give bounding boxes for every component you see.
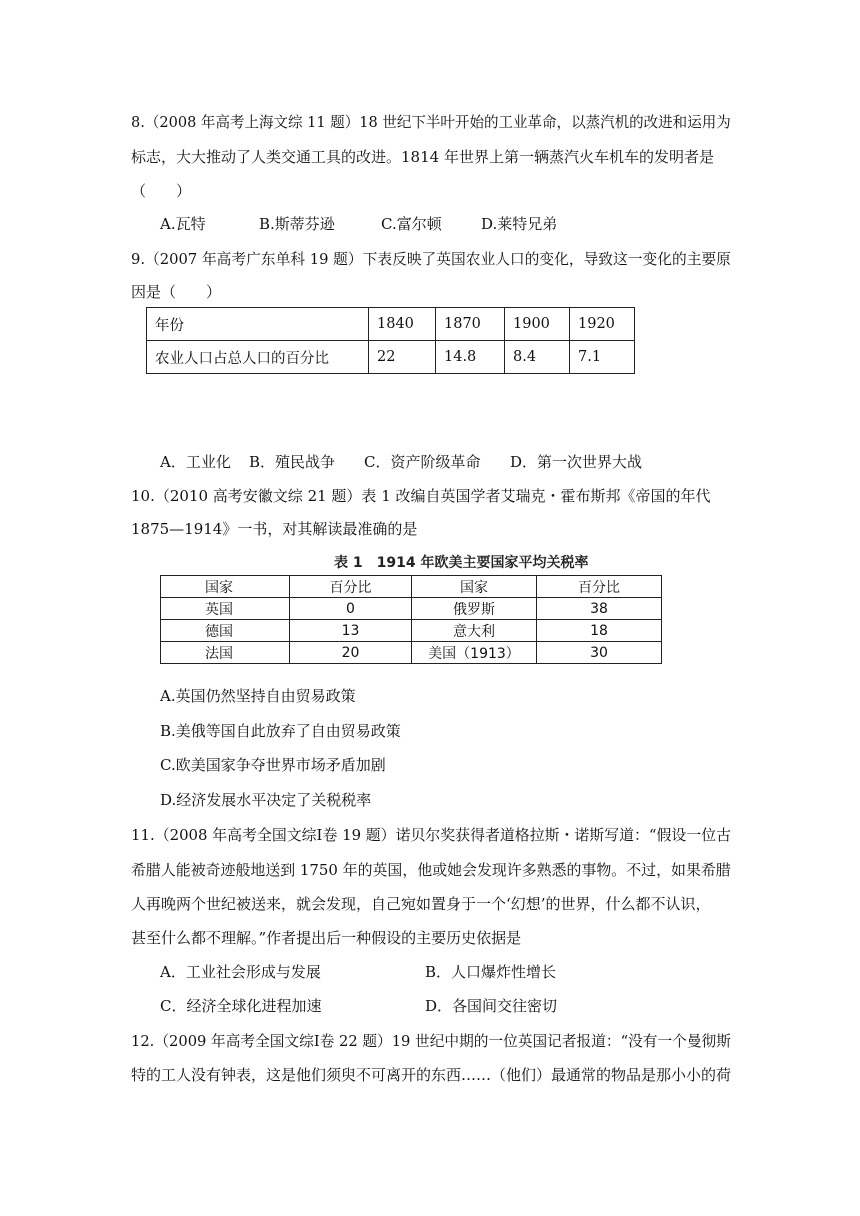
q9-option-b: B．殖民战争 xyxy=(249,453,336,471)
q8-option-d: D.莱特兄弟 xyxy=(481,215,558,233)
q10-cell: 意大利 xyxy=(412,620,537,642)
q11-option-d: D．各国间交往密切 xyxy=(425,997,558,1015)
q8-option-a: A.瓦特 xyxy=(160,215,206,233)
q10-cell: 20 xyxy=(290,642,412,664)
q10-option-b: B.美俄等国自此放弃了自由贸易政策 xyxy=(160,722,401,740)
q10-option-c: C.欧美国家争夺世界市场矛盾加剧 xyxy=(160,756,386,774)
table-row xyxy=(161,598,662,620)
q9-header-cell: 1920 xyxy=(570,308,635,341)
table-row xyxy=(147,308,635,341)
q10-cell: 18 xyxy=(537,620,662,642)
q11-option-b: B．人口爆炸性增长 xyxy=(425,963,557,981)
q9-option-a: A．工业化 xyxy=(160,453,231,471)
q10-cell: 德国 xyxy=(161,620,290,642)
q11-line-1: 11.（2008 年高考全国文综Ⅰ卷 19 题）诺贝尔奖获得者道格拉斯・诺斯写道：“假设一位古 xyxy=(131,826,732,844)
q9-option-d: D．第一次世界大战 xyxy=(510,453,643,471)
q11-line-3: 人再晚两个世纪被送来，就会发现，自己宛如置身于一个‘幻想’的世界，什么都不认识， xyxy=(131,895,711,913)
q9-option-c: C．资产阶级革命 xyxy=(364,453,481,471)
q9-cell: 22 xyxy=(369,341,436,374)
q10-cell: 俄罗斯 xyxy=(412,598,537,620)
q10-header-cell: 百分比 xyxy=(290,576,412,598)
q8-line-2: 标志，大大推动了人类交通工具的改进。1814 年世界上第一辆蒸汽火车机车的发明者是 xyxy=(131,148,714,166)
q11-option-c: C．经济全球化进程加速 xyxy=(160,997,322,1015)
q10-option-d: D.经济发展水平决定了关税税率 xyxy=(160,791,372,809)
q10-line-2: 1875—1914》一书，对其解读最准确的是 xyxy=(131,520,418,538)
q10-cell: 38 xyxy=(537,598,662,620)
q10-table-title: 表 1 1914 年欧美主要国家平均关税率 xyxy=(334,555,589,571)
table-row xyxy=(161,620,662,642)
q10-cell: 13 xyxy=(290,620,412,642)
q10-line-1: 10.（2010 高考安徽文综 21 题）表 1 改编自英国学者艾瑞克・霍布斯邦《帝国的年代 xyxy=(131,487,711,505)
q8-line-3: （ ） xyxy=(131,182,192,200)
q8-option-b: B.斯蒂芬逊 xyxy=(259,215,335,233)
q9-cell: 7.1 xyxy=(570,341,635,374)
q8-option-c: C.富尔顿 xyxy=(381,215,442,233)
q10-cell: 法国 xyxy=(161,642,290,664)
q10-header-cell: 国家 xyxy=(161,576,290,598)
q9-header-cell: 1870 xyxy=(436,308,505,341)
q10-header-cell: 百分比 xyxy=(537,576,662,598)
q12-line-1: 12.（2009 年高考全国文综Ⅰ卷 22 题）19 世纪中期的一位英国记者报道：“没有一个曼彻斯 xyxy=(131,1032,731,1050)
q10-cell: 30 xyxy=(537,642,662,664)
q11-line-4: 甚至什么都不理解。”作者提出后一种假设的主要历史依据是 xyxy=(131,929,522,947)
table-row xyxy=(147,341,635,374)
table-row xyxy=(161,576,662,598)
q9-cell: 农业人口占总人口的百分比 xyxy=(147,341,369,374)
q11-option-a: A．工业社会形成与发展 xyxy=(160,963,321,981)
q10-option-a: A.英国仍然坚持自由贸易政策 xyxy=(160,687,356,705)
table-row xyxy=(161,642,662,664)
q9-header-cell: 1840 xyxy=(369,308,436,341)
q10-cell: 英国 xyxy=(161,598,290,620)
q9-line-2: 因是（ ） xyxy=(131,283,222,301)
q9-header-cell: 年份 xyxy=(147,308,369,341)
q12-line-2: 特的工人没有钟表，这是他们须臾不可离开的东西……（他们）最通常的物品是那小小的荷 xyxy=(131,1066,732,1084)
q10-header-cell: 国家 xyxy=(412,576,537,598)
q9-table xyxy=(146,307,635,374)
q8-line-1: 8.（2008 年高考上海文综 11 题）18 世纪下半叶开始的工业革命，以蒸汽机的改进和运用为 xyxy=(131,113,731,131)
q10-cell: 0 xyxy=(290,598,412,620)
q10-cell: 美国（1913） xyxy=(412,642,537,664)
q10-table xyxy=(160,575,662,664)
q9-header-cell: 1900 xyxy=(505,308,570,341)
q9-cell: 14.8 xyxy=(436,341,505,374)
q11-line-2: 希腊人能被奇迹般地送到 1750 年的英国，他或她会发现许多熟悉的事物。不过，如果希腊 xyxy=(131,861,731,879)
q9-line-1: 9.（2007 年高考广东单科 19 题）下表反映了英国农业人口的变化，导致这一变化的主要原 xyxy=(131,250,731,268)
q9-cell: 8.4 xyxy=(505,341,570,374)
